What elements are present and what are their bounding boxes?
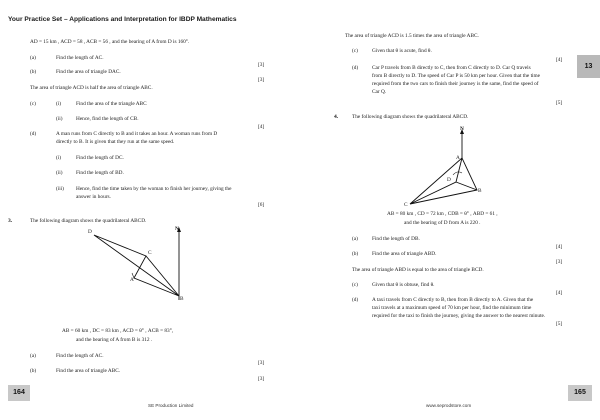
- right-qa-text: Find the length of DB.: [372, 236, 420, 242]
- left-q3b-mark: [3]: [258, 376, 265, 382]
- right-qd-label: (d): [352, 65, 359, 71]
- question-4-text: The following diagram shows the quadrilateral ABCD.: [352, 114, 469, 120]
- left-diagram-north: N: [175, 226, 179, 232]
- left-qd-ii-text: Find the length of BD.: [76, 170, 124, 176]
- question-4-number: 4.: [334, 114, 339, 120]
- right-qd-line2: from B directly to D. The speed of Car P is 50 km per hour. Given that the time: [372, 73, 540, 79]
- left-qc-i-label: (i): [56, 101, 61, 107]
- chapter-tab: 13: [577, 55, 600, 78]
- left-qd-iii-line2: answer in hours.: [76, 194, 111, 200]
- footer-right: www.seprodstore.com: [426, 403, 472, 408]
- right-caption2: and the bearing of D from A is 220 .: [404, 220, 481, 226]
- left-qd-line2: directly to B. It is given that they run at the same speed.: [56, 139, 175, 145]
- question-3-text: The following diagram shows the quadrilateral ABCD.: [30, 218, 147, 224]
- right-qc2-text: Given that θ is obtuse, find θ.: [372, 282, 435, 288]
- left-q3b-label: (b): [30, 368, 37, 374]
- left-qc-ii-text: Hence, find the length of CB.: [76, 116, 139, 122]
- right-qd2-line2: taxi travels at a maximum speed of 70 km per hour, find the minimum time: [372, 305, 532, 311]
- quadrilateral-diagram-right: [400, 118, 510, 213]
- right-qd2-line1: A taxi travels from C directly to B, then from B directly to A. Given that the: [372, 297, 534, 303]
- right-qc-label: (c): [352, 48, 358, 54]
- left-caption1: AB = 60 km , DC = 83 km , ACD = θ° , ACB = 83°,: [62, 328, 174, 334]
- quadrilateral-diagram-left: [80, 222, 210, 322]
- left-qd-i-text: Find the length of DC.: [76, 155, 124, 161]
- question-3-number: 3.: [8, 218, 13, 224]
- footer-left: SE Production Limited: [148, 403, 194, 408]
- running-header: Your Practice Set – Applications and Interpretation for IBDP Mathematics: [8, 16, 237, 23]
- right-qd-mark: [5]: [556, 100, 563, 106]
- left-q3a-mark: [3]: [258, 360, 265, 366]
- left-qb-text: Find the area of triangle DAC.: [56, 69, 121, 75]
- left-qd-label: (d): [30, 131, 37, 137]
- right-qd-line4: Car Q.: [372, 89, 387, 95]
- right-diagram-a: A: [456, 155, 460, 161]
- left-diagram-a: A: [130, 277, 134, 283]
- left-qd-ii-label: (ii): [56, 170, 63, 176]
- left-qd-iii-line1: Hence, find the time taken by the woman to finish her journey, giving the: [76, 186, 232, 192]
- left-qd-i-label: (i): [56, 155, 61, 161]
- right-qb-text: Find the area of triangle ABD.: [372, 251, 437, 257]
- right-diagram-b: B: [478, 188, 482, 194]
- left-qd-mark: [6]: [258, 202, 265, 208]
- left-diagram-b: B: [180, 296, 184, 302]
- right-qd-line3: required from the two cars to finish their journey is the same, find the speed of: [372, 81, 539, 87]
- left-qc-label: (c): [30, 101, 36, 107]
- left-qb-label: (b): [30, 69, 37, 75]
- left-qc-mark: [4]: [258, 124, 265, 130]
- page-number-left: 164: [8, 385, 30, 401]
- right-intro: The area of triangle ACD is 1.5 times the area of triangle ABC.: [345, 33, 479, 39]
- right-diagram-c: C: [404, 202, 408, 208]
- right-qc2-mark: [4]: [556, 290, 563, 296]
- right-caption1: AB = 80 km , CD = 72 km , CDB = θ° , ABD = 61 ,: [387, 211, 498, 217]
- right-qc-text: Given that θ is acute, find θ.: [372, 48, 432, 54]
- left-qa-mark: [3]: [258, 62, 265, 68]
- left-qd-iii-label: (iii): [56, 186, 64, 192]
- left-q3a-text: Find the length of AC.: [56, 353, 104, 359]
- left-qd-line1: A man runs from C directly to B and it takes an hour. A woman runs from D: [56, 131, 218, 137]
- left-qb-mark: [3]: [258, 77, 265, 83]
- right-qb-mark: [3]: [556, 259, 563, 265]
- right-diagram-north: N: [460, 126, 464, 132]
- page-number-right: 165: [568, 385, 592, 401]
- left-intro: AD = 15 km , ACD = 58 , ACB = 56 , and the bearing of A from D is 160°.: [30, 39, 190, 45]
- left-qa-label: (a): [30, 55, 36, 61]
- left-diagram-c: C: [148, 250, 152, 256]
- right-diagram-d: D: [447, 177, 451, 183]
- right-qd-line1: Car P travels from B directly to C, then from C directly to D. Car Q travels: [372, 65, 531, 71]
- right-qa-mark: [4]: [556, 244, 563, 250]
- left-q3b-text: Find the area of triangle ABC.: [56, 368, 121, 374]
- left-qa-text: Find the length of AC.: [56, 55, 104, 61]
- right-area-statement: The area of triangle ABD is equal to the area of triangle BCD.: [352, 267, 484, 273]
- right-qd2-mark: [5]: [556, 321, 563, 327]
- right-qb-label: (b): [352, 251, 359, 257]
- right-qd2-label: (d): [352, 297, 359, 303]
- right-qc-mark: [4]: [556, 57, 563, 63]
- right-qa-label: (a): [352, 236, 358, 242]
- left-q3a-label: (a): [30, 353, 36, 359]
- right-qd2-line3: required for the taxi to finish the journey, giving the answer to the nearest minute.: [372, 313, 546, 319]
- left-qc-ii-label: (ii): [56, 116, 63, 122]
- left-qc-i-text: Find the area of the triangle ABC: [76, 101, 147, 107]
- left-area-statement: The area of triangle ACD is half the area of triangle ABC.: [30, 85, 153, 91]
- left-diagram-d: D: [88, 229, 92, 235]
- right-qc2-label: (c): [352, 282, 358, 288]
- left-caption2: and the bearing of A from B is 312 .: [76, 337, 153, 343]
